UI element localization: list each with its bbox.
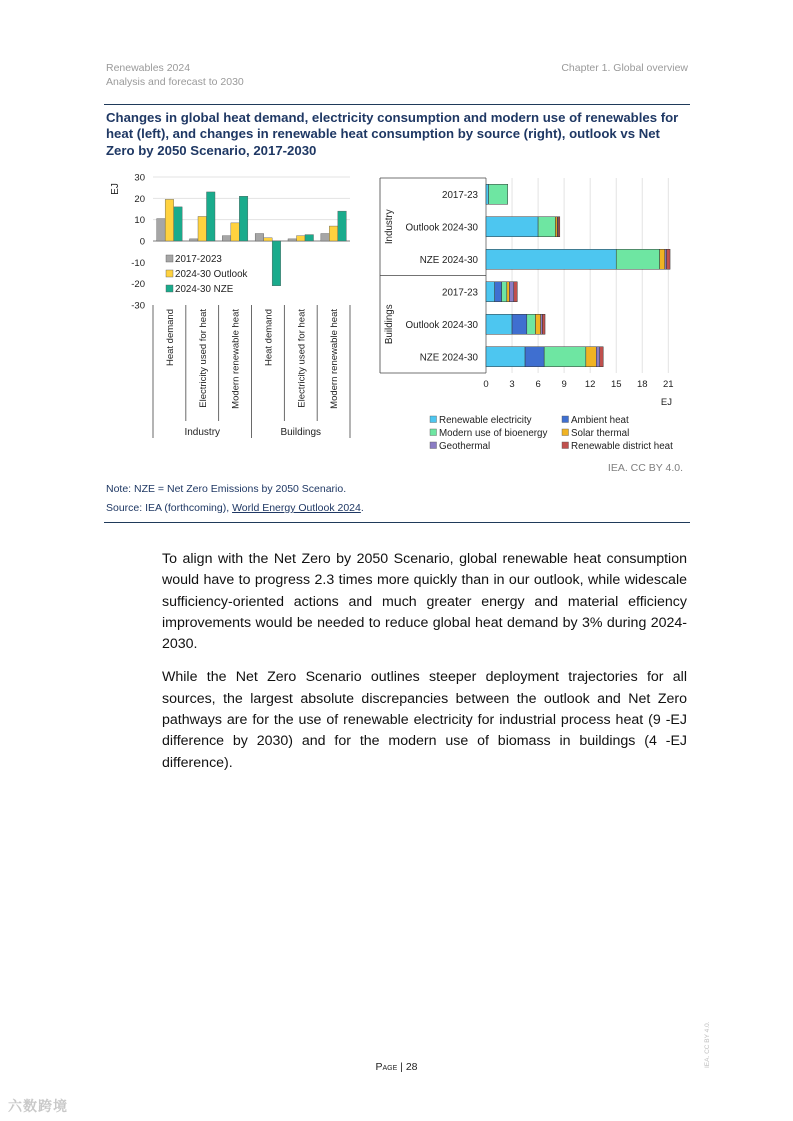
category-label: Heat demand	[164, 309, 176, 367]
bar-segment-geothermal	[541, 314, 543, 334]
bar-segment-ambient-heat	[512, 314, 527, 334]
body-paragraph-2: While the Net Zero Scenario outlines steeper deployment trajectories for all sources, the largest absolute discrepancies between the outlook and Net Zero pathways are for the use of renewable electricity for industrial process heat (9 -EJ difference by 2030) and for the modern use of biomass in buildings (4 -EJ difference).	[162, 669, 687, 771]
side-credit: IEA. CC BY 4.0.	[704, 1021, 711, 1068]
bar-2024-30-outlook	[231, 223, 240, 241]
legend-label: Renewable district heat	[571, 441, 673, 452]
category-label: Modern renewable heat	[329, 309, 341, 409]
bar-segment-modern-use-of-bioenergy	[538, 217, 555, 237]
body-paragraph-1: To align with the Net Zero by 2050 Scenario, global renewable heat consumption would have to progress 2.3 times more quickly than in our outlook, while widescale sufficiency-oriented actions and much greater energy and material efficiency improvements would be needed to reduce global heat demand by 3% during 2024-2030.	[162, 551, 687, 653]
bar-2024-30-nze	[239, 196, 248, 241]
y-tick-label: -10	[131, 257, 145, 269]
category-label: Modern renewable heat	[230, 309, 242, 409]
report-title: Renewables 2024	[106, 62, 191, 74]
legend-swatch	[430, 442, 437, 449]
bar-segment-ambient-heat	[525, 347, 544, 367]
group-label: Industry	[384, 209, 395, 245]
category-label: Electricity used for heat	[296, 309, 308, 408]
legend-swatch	[562, 416, 569, 423]
y-tick-label: 0	[139, 236, 145, 248]
legend-label: Solar thermal	[571, 428, 630, 439]
report-subtitle: Analysis and forecast to 2030	[106, 76, 244, 88]
legend-label: Geothermal	[439, 441, 491, 452]
legend-label: Ambient heat	[571, 415, 629, 426]
legend-swatch	[430, 416, 437, 423]
legend-label: 2017-2023	[175, 254, 222, 265]
bar-segment-solar-thermal	[586, 347, 596, 367]
y-axis-label: EJ	[110, 183, 121, 195]
bar-2024-30-outlook	[198, 216, 207, 241]
x-tick-label: 18	[636, 379, 648, 390]
left-bar-chart	[100, 166, 360, 446]
x-tick-label: 6	[535, 379, 541, 390]
figure-credit: IEA. CC BY 4.0.	[607, 462, 683, 474]
bar-segment-renewable-electricity	[486, 282, 495, 302]
legend-swatch	[166, 270, 173, 277]
bar-segment-renewable-electricity	[486, 184, 489, 204]
bar-2024-30-outlook	[297, 236, 306, 241]
bar-2024-30-outlook	[264, 238, 273, 241]
bar-segment-modern-use-of-bioenergy	[502, 282, 507, 302]
watermark: 六数跨境	[8, 1098, 68, 1114]
bar-segment-solar-thermal	[660, 249, 665, 269]
x-tick-label: 9	[561, 379, 567, 390]
category-label: Outlook 2024-30	[405, 319, 478, 331]
bar-segment-renewable-electricity	[486, 249, 616, 269]
x-tick-label: 3	[509, 379, 515, 390]
bar-2024-30-nze	[338, 211, 347, 241]
bar-2024-30-nze	[207, 192, 216, 241]
bar-segment-ambient-heat	[495, 282, 502, 302]
bar-segment-solar-thermal	[507, 282, 510, 302]
bar-segment-solar-thermal	[535, 314, 540, 334]
y-tick-label: -20	[131, 279, 145, 291]
group-label: Buildings	[384, 304, 395, 345]
group-label: Buildings	[280, 427, 322, 438]
bar-2024-30-nze	[174, 207, 183, 241]
body-text	[162, 549, 687, 786]
bar-segment-renewable-district-heat	[542, 314, 545, 334]
y-tick-label: 30	[134, 172, 145, 184]
source-prefix: Source: IEA (forthcoming),	[106, 502, 233, 514]
y-tick-label: 10	[134, 215, 145, 227]
legend-label: Renewable electricity	[439, 415, 532, 426]
bar-segment-renewable-electricity	[486, 217, 538, 237]
legend-swatch	[430, 429, 437, 436]
x-tick-label: 21	[663, 379, 674, 390]
source-suffix: .	[360, 502, 364, 514]
bar-segment-geothermal	[665, 249, 667, 269]
bar-segment-geothermal	[596, 347, 599, 367]
x-tick-label: 0	[483, 379, 489, 390]
bar-2024-30-nze	[272, 241, 281, 286]
page-number-value: 28	[405, 1061, 418, 1073]
bar-segment-modern-use-of-bioenergy	[527, 314, 536, 334]
bar-segment-geothermal	[509, 282, 513, 302]
x-tick-label: 12	[584, 379, 596, 390]
category-label: NZE 2024-30	[419, 254, 478, 266]
y-tick-label: -30	[131, 300, 145, 312]
bar-2017-2023	[288, 239, 297, 241]
group-label: Industry	[184, 427, 221, 438]
legend-swatch	[562, 429, 569, 436]
figure-bottom-rule	[104, 522, 690, 523]
bar-segment-renewable-district-heat	[667, 249, 670, 269]
legend-label: Modern use of bioenergy	[439, 428, 548, 439]
x-axis-label: EJ	[660, 397, 672, 408]
page-number: Page | 28	[375, 1061, 418, 1073]
bar-segment-modern-use-of-bioenergy	[616, 249, 659, 269]
bar-2017-2023	[157, 219, 166, 241]
y-tick-label: 20	[134, 193, 145, 205]
bar-segment-renewable-district-heat	[600, 347, 603, 367]
category-label: Heat demand	[263, 309, 275, 367]
chapter-header: Chapter 1. Global overview	[561, 62, 688, 74]
figure-source	[106, 501, 364, 515]
bar-2024-30-outlook	[165, 199, 174, 241]
legend-swatch	[166, 285, 173, 292]
legend-swatch	[562, 442, 569, 449]
legend-label: 2024-30 NZE	[175, 284, 234, 295]
page-label: Page	[375, 1061, 398, 1073]
category-label: Electricity used for heat	[197, 309, 209, 408]
bar-2024-30-outlook	[329, 226, 338, 241]
bar-segment-renewable-electricity	[486, 314, 512, 334]
bar-2017-2023	[222, 236, 231, 241]
bar-segment-solar-thermal	[555, 217, 557, 237]
legend-label: 2024-30 Outlook	[175, 269, 248, 280]
figure-top-rule	[104, 104, 690, 105]
x-tick-label: 15	[610, 379, 622, 390]
report-header	[106, 61, 244, 89]
category-label: Outlook 2024-30	[405, 222, 478, 234]
category-label: 2017-23	[442, 287, 478, 299]
source-link[interactable]: World Energy Outlook 2024	[232, 502, 361, 514]
figure-note: Note: NZE = Net Zero Emissions by 2050 Scenario.	[106, 483, 347, 495]
bar-segment-renewable-district-heat	[514, 282, 517, 302]
category-label: NZE 2024-30	[419, 352, 478, 364]
bar-2017-2023	[255, 234, 264, 241]
legend-swatch	[166, 255, 173, 262]
category-label: 2017-23	[442, 189, 478, 201]
bar-segment-modern-use-of-bioenergy	[544, 347, 586, 367]
bar-segment-renewable-district-heat	[558, 217, 560, 237]
figure-title: Changes in global heat demand, electricity consumption and modern use of renewables for heat (left), and changes in renewable heat consumption by source (right), outlook vs Net Zero by 2050 Scenario, 2017-2030	[106, 110, 679, 158]
right-stacked-bar-chart	[378, 168, 690, 458]
bar-2017-2023	[190, 239, 199, 241]
bar-segment-renewable-electricity	[486, 347, 525, 367]
bar-segment-modern-use-of-bioenergy	[489, 184, 508, 204]
bar-2024-30-nze	[305, 235, 314, 241]
bar-2017-2023	[321, 234, 330, 241]
